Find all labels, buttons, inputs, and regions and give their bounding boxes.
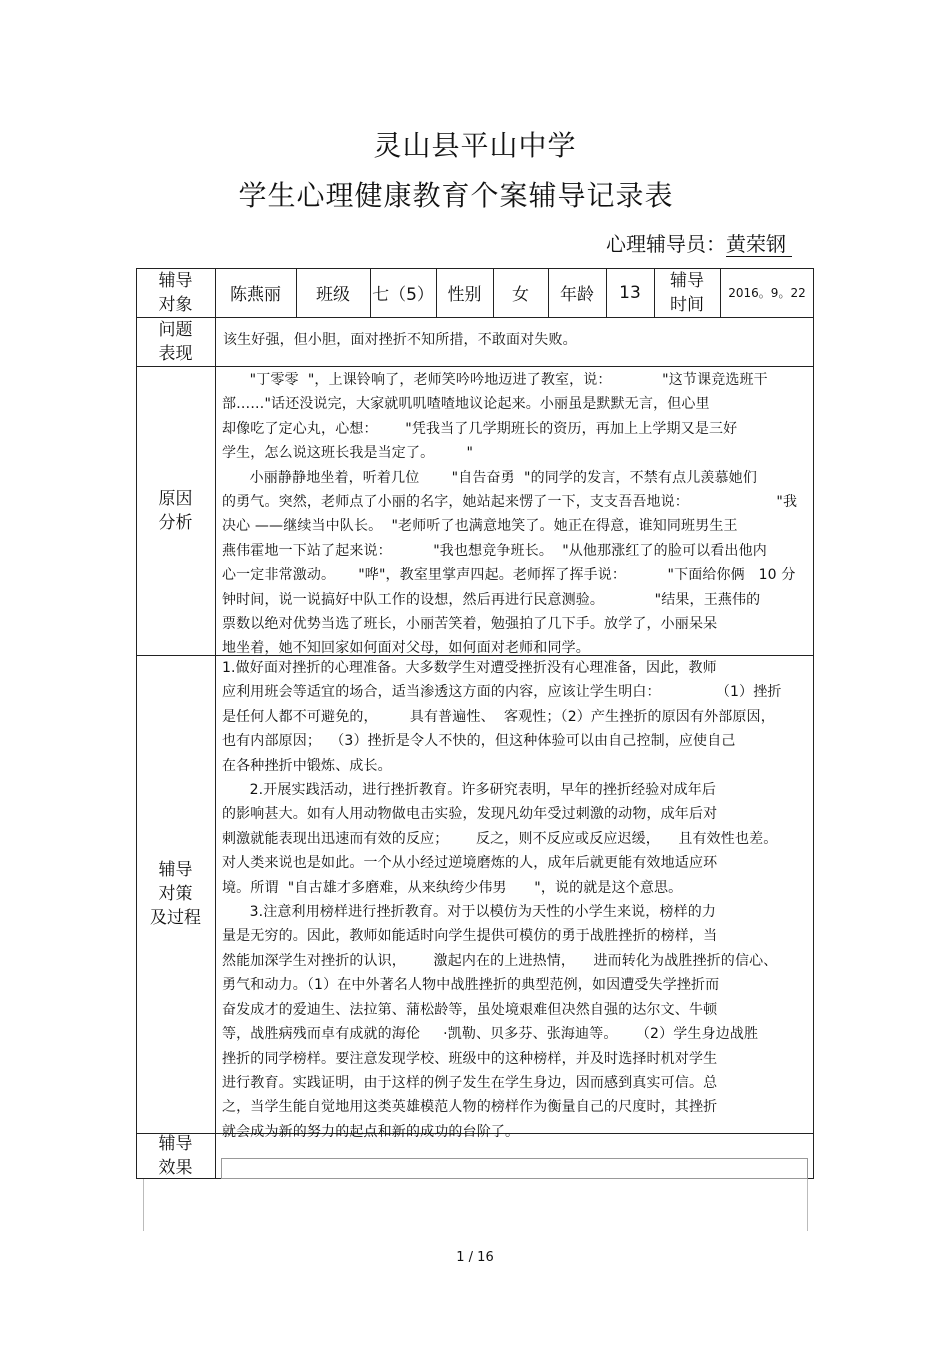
student-name: 陈燕丽 — [230, 285, 281, 305]
label-column-divider — [215, 268, 216, 1179]
effect-label: 辅导 效果 — [158, 1134, 193, 1178]
counselor-name: 黄荣钢 — [726, 232, 792, 257]
class-value: 七（5） — [372, 285, 434, 305]
gender-label: 性别 — [447, 285, 482, 305]
strategy-label: 辅导 对策 及过程 — [150, 860, 201, 928]
gender-value: 女 — [512, 285, 529, 305]
row-divider-problem — [136, 366, 814, 367]
time-label: 辅导 时间 — [670, 270, 704, 315]
strategy-text: 1.做好面对挫折的心理准备。大多数学生对遭受挫折没有心理准备，因此，教师 应利用班会等适宜的场合，适当渗透这方面的内容，应该让学生明白： （1）挫折 是任何人都不可避免的， 具有普遍性、 客观性；（2）产生挫折的原因有外部原因， 也有内部原因； （3）挫折是令人不快的，但这种体验可以由自己控制，应使自己 在各种挫折中锻炼、成长。 2.开展实践活动，进行挫折教育。许多研究表明，早年的挫折经验对成年后 的影响甚大。如有人用动物做电击实验，发现凡幼年受过刺激的动物，成年后对 刺激就能表现出迅速而有效的反应； 反之，则不反应或反应迟缓， 且有效性也差。 对人类来说也是如此。一个从小经过逆境磨炼的人，成年后就更能有效地适应环 境。所谓 "自古雄才多磨难，从来纨绔少伟男 "，说的就是这个意思。 3.注意利用榜样进行挫折教育。对于以模仿为天性的小学生来说，榜样的力 量是无穷的。因此，教师如能适时向学生提供可模仿的勇于战胜挫折的榜样，当 然能加深学生对挫折的认识， 激起内在的上进热情， 进而转化为战胜挫折的信心、 勇气和动力。（1）在中外著名人物中战胜挫折的典型范例，如因遭受失学挫折而 奋发成才的爱迪生、法拉第、蒲松龄等，虽处境艰难但决然自强的达尔文、牛顿 等，战胜病残而卓有成就的海伦 ·凯勒、贝多芬、张海迪等。 （2）学生身边战胜 挫折的同学榜样。要注意发现学校、班级中的这种榜样，并及时选择时机对学生 进行教育。实践证明，由于这样的例子发生在学生身边，因而感到真实可信。总 之，当学生能自觉地用这类英雄模范人物的榜样作为衡量自己的尺度时，其挫折 就会成为新的努力的起点和新的成功的台阶了。 — [222, 660, 782, 1140]
time-value: 2016。9。22 — [728, 286, 806, 300]
cause-text: "丁零零 "，上课铃响了，老师笑吟吟地迈进了教室，说： "这节课竞选班干 部……"话还没说完，大家就叽叽喳喳地议论起来。小丽虽是默默无言，但心里 却像吃了定心丸，心想： "凭我当了几学期班长的资历，再加上上学期又是三好 学生，怎么说这班长我是当定了。 " 小丽静静地坐着，听着几位 "自告奋勇 "的同学的发言，不禁有点儿羡慕她们 的勇气。突然，老师点了小丽的名字，她站起来愣了一下，支支吾吾地说： "我 决心 ——继续当中队长。 "老师听了也满意地笑了。她正在得意，谁知同班男生王 燕伟霍地一下站了起来说： "我也想竞争班长。 "从他那涨红了的脸可以看出他内 心一定非常激动。 "哗"，教室里掌声四起。老师挥了挥手说： "下面给你俩 10 分 钟时间，说一说搞好中队工作的设想，然后再进行民意测验。 "结果，王燕伟的 票数以绝对优势当选了班长，小丽苦笑着，勉强拍了几下手。放学了，小丽呆呆 地坐着，她不知回家如何面对父母，如何面对老师和同学。 — [222, 372, 798, 657]
form-title: 学生心理健康教育个案辅导记录表 — [238, 179, 674, 212]
counselor-line — [606, 228, 792, 257]
problem-label: 问题 表现 — [158, 319, 193, 364]
problem-text: 该生好强，但小胆，面对挫折不知所措，不敢面对失败。 — [223, 332, 577, 348]
effect-content-box — [221, 1158, 808, 1179]
continuation-line — [807, 1179, 808, 1231]
school-title: 灵山县平山中学 — [373, 129, 577, 162]
age-value: 13 — [619, 282, 641, 303]
class-label: 班级 — [316, 285, 350, 305]
age-label: 年龄 — [560, 285, 594, 305]
continuation-line — [143, 1179, 144, 1231]
cause-label: 原因 分析 — [158, 488, 193, 533]
row-divider-info — [136, 317, 814, 318]
page-number: 1 / 16 — [456, 1250, 494, 1265]
counselor-label: 心理辅导员： — [606, 232, 726, 256]
target-label: 辅导 对象 — [158, 270, 193, 315]
